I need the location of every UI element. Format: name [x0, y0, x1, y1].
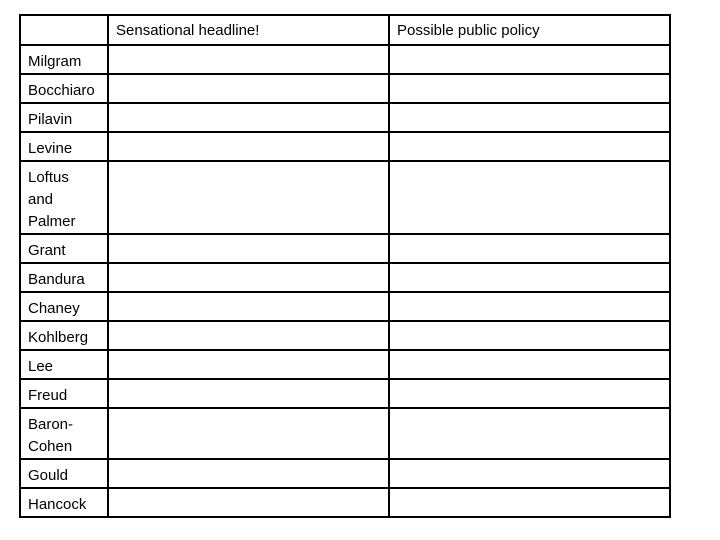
headline-cell[interactable] — [108, 74, 389, 103]
policy-cell[interactable] — [389, 408, 670, 459]
policy-cell[interactable] — [389, 74, 670, 103]
policy-cell[interactable] — [389, 161, 670, 234]
researcher-name-cell[interactable]: Levine — [20, 132, 108, 161]
researcher-name-cell[interactable]: Milgram — [20, 45, 108, 74]
headline-cell[interactable] — [108, 45, 389, 74]
header-policy-cell[interactable]: Possible public policy — [389, 15, 670, 45]
researcher-name-cell[interactable]: Pilavin — [20, 103, 108, 132]
headline-cell[interactable] — [108, 234, 389, 263]
table-row-hancock — [20, 488, 670, 517]
header-row — [20, 15, 670, 45]
policy-cell[interactable] — [389, 459, 670, 488]
name-line: Baron- — [28, 416, 74, 433]
policy-cell[interactable] — [389, 234, 670, 263]
header-blank-cell[interactable] — [20, 15, 108, 45]
table-row-grant — [20, 234, 670, 263]
research-table — [19, 14, 671, 518]
researcher-name-cell[interactable]: Bandura — [20, 263, 108, 292]
policy-cell[interactable] — [389, 379, 670, 408]
table-row-pilavin — [20, 103, 670, 132]
researcher-name-cell[interactable] — [20, 161, 108, 234]
policy-cell[interactable] — [389, 321, 670, 350]
researcher-name-cell[interactable]: Grant — [20, 234, 108, 263]
header-headline-cell[interactable]: Sensational headline! — [108, 15, 389, 45]
name-line: and — [28, 191, 54, 208]
researcher-name-cell[interactable]: Lee — [20, 350, 108, 379]
headline-cell[interactable] — [108, 459, 389, 488]
headline-cell[interactable] — [108, 408, 389, 459]
policy-cell[interactable] — [389, 263, 670, 292]
table-row-levine — [20, 132, 670, 161]
table-row-gould — [20, 459, 670, 488]
headline-cell[interactable] — [108, 292, 389, 321]
table-row-loftus-and-palmer — [20, 161, 670, 234]
researcher-name-cell[interactable] — [20, 408, 108, 459]
name-line: Loftus — [28, 169, 69, 186]
researcher-name-cell[interactable]: Gould — [20, 459, 108, 488]
researcher-name-cell[interactable]: Hancock — [20, 488, 108, 517]
table-row-lee — [20, 350, 670, 379]
headline-cell[interactable] — [108, 488, 389, 517]
policy-cell[interactable] — [389, 132, 670, 161]
researcher-name-cell[interactable]: Bocchiaro — [20, 74, 108, 103]
table-row-bocchiaro — [20, 74, 670, 103]
name-line: Cohen — [28, 438, 73, 455]
headline-cell[interactable] — [108, 132, 389, 161]
researcher-name-cell[interactable]: Chaney — [20, 292, 108, 321]
researcher-name-cell[interactable]: Freud — [20, 379, 108, 408]
policy-cell[interactable] — [389, 292, 670, 321]
policy-cell[interactable] — [389, 45, 670, 74]
policy-cell[interactable] — [389, 103, 670, 132]
headline-cell[interactable] — [108, 321, 389, 350]
table-row-chaney — [20, 292, 670, 321]
policy-cell[interactable] — [389, 350, 670, 379]
researcher-name-cell[interactable]: Kohlberg — [20, 321, 108, 350]
table-row-kohlberg — [20, 321, 670, 350]
table-row-bandura — [20, 263, 670, 292]
policy-cell[interactable] — [389, 488, 670, 517]
headline-cell[interactable] — [108, 350, 389, 379]
headline-cell[interactable] — [108, 379, 389, 408]
table-row-freud — [20, 379, 670, 408]
name-line: Palmer — [28, 213, 76, 230]
headline-cell[interactable] — [108, 161, 389, 234]
table-row-milgram — [20, 45, 670, 74]
headline-cell[interactable] — [108, 263, 389, 292]
table-row-baron-cohen — [20, 408, 670, 459]
headline-cell[interactable] — [108, 103, 389, 132]
